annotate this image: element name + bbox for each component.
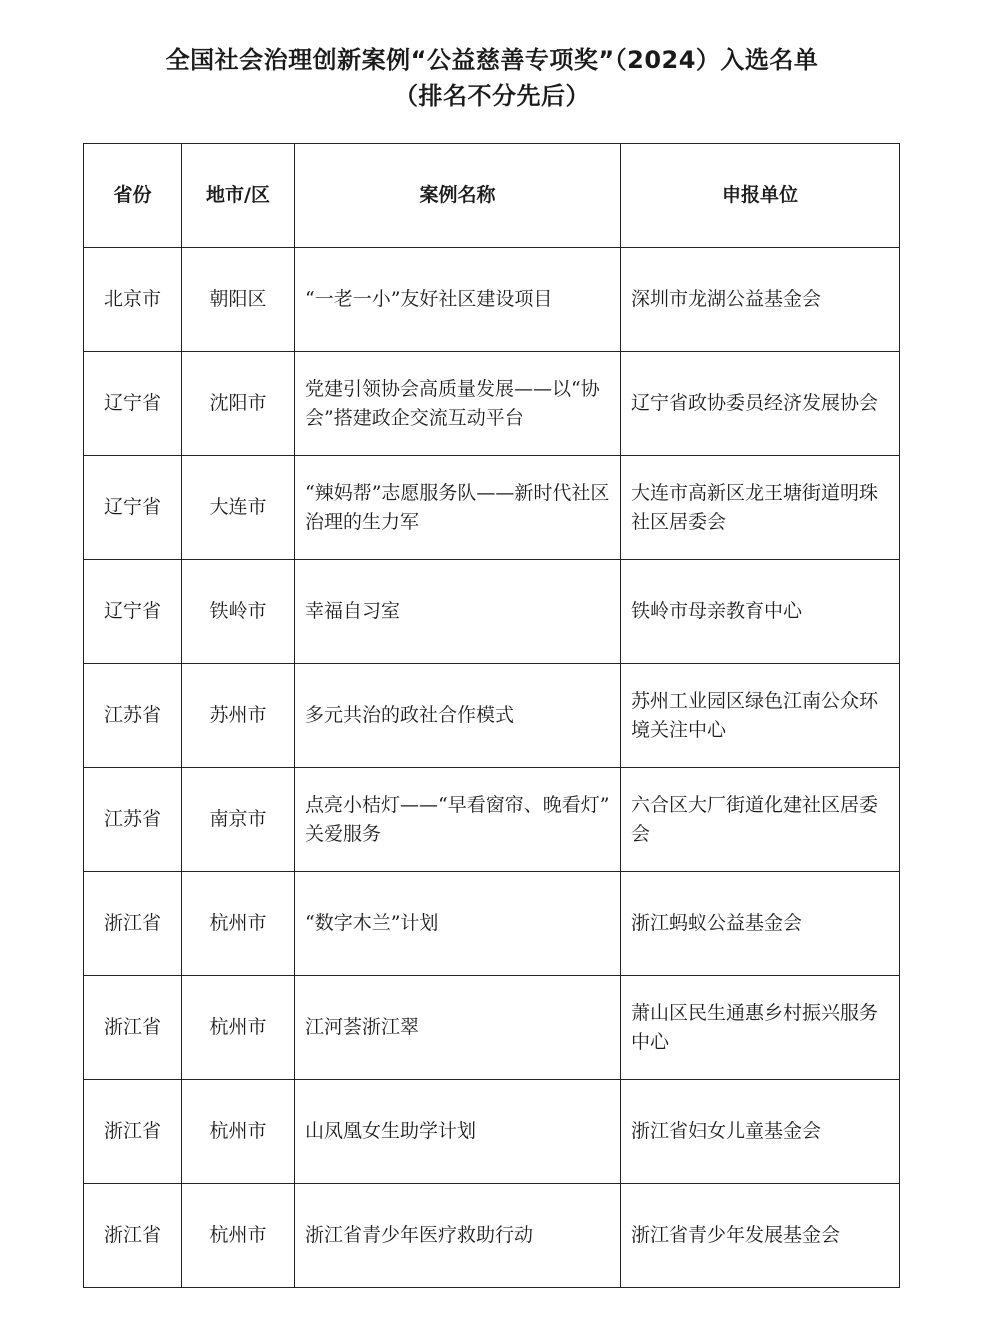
cell-city: 杭州市	[182, 976, 295, 1080]
cell-unit: 铁岭市母亲教育中心	[621, 560, 900, 664]
table-row	[84, 976, 900, 1080]
cell-case-name: “数字木兰”计划	[295, 872, 621, 976]
winners-table	[83, 143, 900, 1288]
table-header-row	[84, 144, 900, 248]
cell-city: 沈阳市	[182, 352, 295, 456]
cell-province: 江苏省	[84, 664, 182, 768]
cell-case-name: 山凤凰女生助学计划	[295, 1080, 621, 1184]
cell-case-name: 江河荟浙江翠	[295, 976, 621, 1080]
cell-city: 铁岭市	[182, 560, 295, 664]
header-province: 省份	[84, 144, 182, 248]
cell-case-name: 幸福自习室	[295, 560, 621, 664]
cell-case-name: 党建引领协会高质量发展——以“协会”搭建政企交流互动平台	[295, 352, 621, 456]
cell-unit: 浙江省妇女儿童基金会	[621, 1080, 900, 1184]
cell-case-name: “一老一小”友好社区建设项目	[295, 248, 621, 352]
cell-unit: 深圳市龙湖公益基金会	[621, 248, 900, 352]
cell-city: 杭州市	[182, 1080, 295, 1184]
cell-case-name: 点亮小桔灯——“早看窗帘、晚看灯” 关爱服务	[295, 768, 621, 872]
header-unit: 申报单位	[621, 144, 900, 248]
cell-unit: 萧山区民生通惠乡村振兴服务中心	[621, 976, 900, 1080]
cell-city: 苏州市	[182, 664, 295, 768]
cell-unit: 浙江省青少年发展基金会	[621, 1184, 900, 1288]
cell-city: 南京市	[182, 768, 295, 872]
cell-unit: 苏州工业园区绿色江南公众环境关注中心	[621, 664, 900, 768]
header-case-name: 案例名称	[295, 144, 621, 248]
cell-city: 大连市	[182, 456, 295, 560]
cell-unit: 大连市高新区龙王塘街道明珠社区居委会	[621, 456, 900, 560]
cell-case-name: 多元共治的政社合作模式	[295, 664, 621, 768]
cell-unit: 浙江蚂蚁公益基金会	[621, 872, 900, 976]
cell-unit: 辽宁省政协委员经济发展协会	[621, 352, 900, 456]
header-city: 地市/区	[182, 144, 295, 248]
table-row	[84, 1184, 900, 1288]
cell-city: 朝阳区	[182, 248, 295, 352]
cell-province: 浙江省	[84, 1080, 182, 1184]
cell-city: 杭州市	[182, 872, 295, 976]
cell-province: 北京市	[84, 248, 182, 352]
table-row	[84, 768, 900, 872]
table-row	[84, 456, 900, 560]
cell-province: 辽宁省	[84, 560, 182, 664]
cell-province: 浙江省	[84, 976, 182, 1080]
cell-province: 浙江省	[84, 872, 182, 976]
cell-case-name: “辣妈帮”志愿服务队——新时代社区治理的生力军	[295, 456, 621, 560]
document-title	[0, 42, 984, 114]
table-row	[84, 352, 900, 456]
cell-province: 辽宁省	[84, 352, 182, 456]
table-row	[84, 560, 900, 664]
cell-unit: 六合区大厂街道化建社区居委会	[621, 768, 900, 872]
table-row	[84, 248, 900, 352]
cell-city: 杭州市	[182, 1184, 295, 1288]
table-row	[84, 872, 900, 976]
cell-case-name: 浙江省青少年医疗救助行动	[295, 1184, 621, 1288]
cell-province: 江苏省	[84, 768, 182, 872]
cell-province: 浙江省	[84, 1184, 182, 1288]
table-row	[84, 1080, 900, 1184]
title-subtitle: （排名不分先后）	[394, 82, 590, 110]
cell-province: 辽宁省	[84, 456, 182, 560]
table-row	[84, 664, 900, 768]
title-main: 全国社会治理创新案例“公益慈善专项奖”（2024）入选名单	[165, 46, 819, 74]
